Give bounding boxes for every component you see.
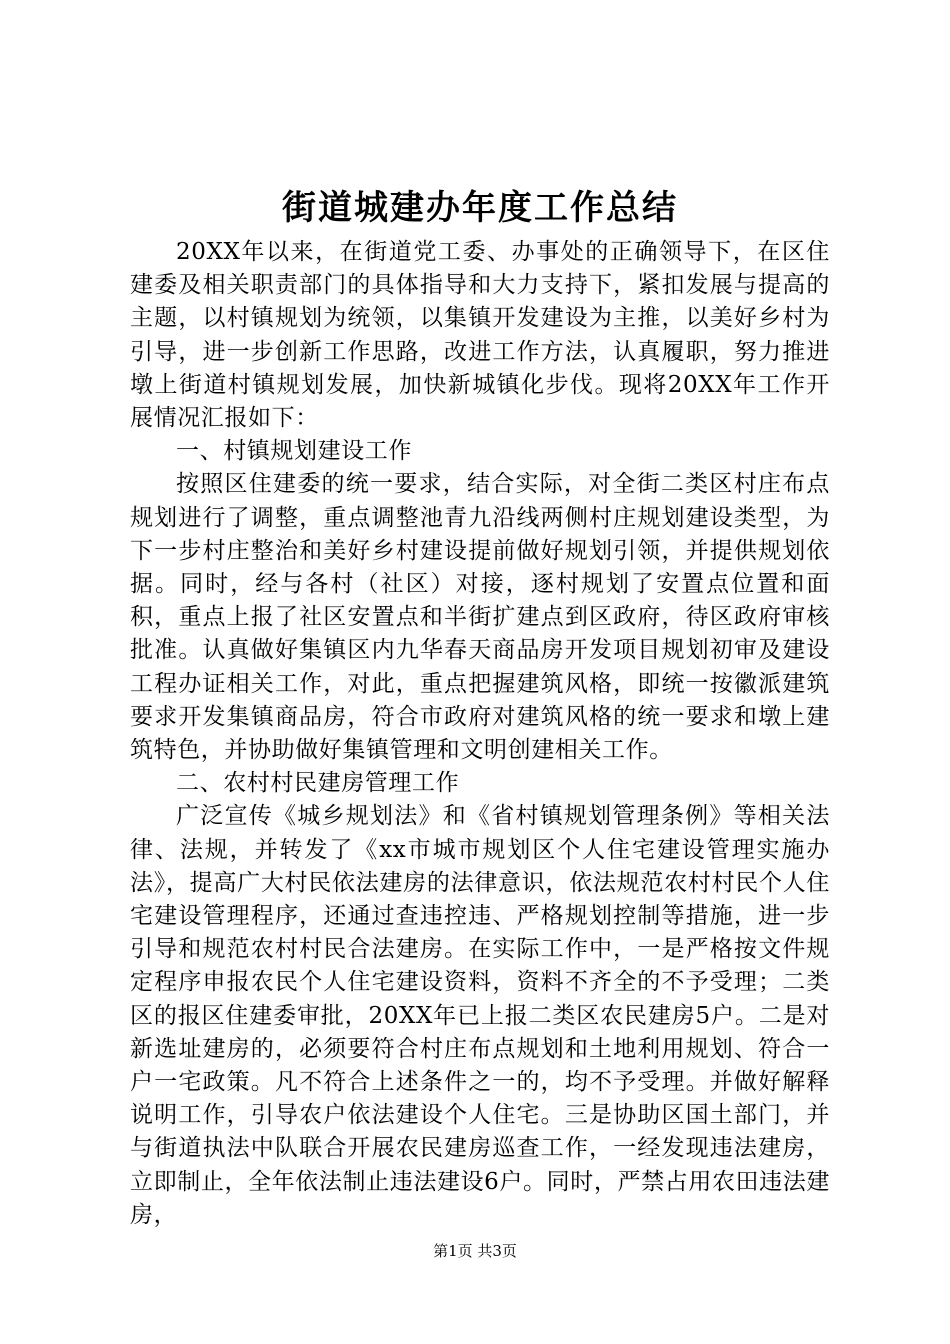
page-footer: 第1页 共3页 [433, 1242, 517, 1260]
section-heading-2: 二、农村村民建房管理工作 [176, 770, 460, 797]
document-body [130, 180, 830, 1232]
intro-paragraph: 20XX年以来，在街道党工委、办事处的正确领导下，在区住建委及相关职责部门的具体指导和大力支持下，紧扣发展与提高的主题，以村镇规划为统领，以集镇开发建设为主推，以美好乡村为引导，进一步创新工作思路，改进工作方法，认真履职，努力推进墩上街道村镇规划发展，加快新城镇化步伐。现将20XX年工作开展情况汇报如下： [130, 239, 830, 432]
section-heading-1: 一、村镇规划建设工作 [176, 438, 412, 465]
section-2-paragraph: 广泛宣传《城乡规划法》和《省村镇规划管理条例》等相关法律、法规，并转发了《xx市城市规划区个人住宅建设管理实施办法》，提高广大村民依法建房的法律意识，依法规范农村村民个人住宅建设管理程序，还通过查违控违、严格规划控制等措施，进一步引导和规范农村村民合法建房。在实际工作中，一是严格按文件规定程序申报农民个人住宅建设资料，资料不齐全的不予受理；二类区的报区住建委审批，20XX年已上报二类区农民建房5户。二是对新选址建房的，必须要符合村庄布点规划和土地利用规划、符合一户一宅政策。凡不符合上述条件之一的，均不予受理。并做好解释说明工作，引导农户依法建设个人住宅。三是协助区国土部门，并与街道执法中队联合开展农民建房巡查工作，一经发现违法建房，立即制止，全年依法制止违法建设6户。同时，严禁占用农田违法建房， [130, 803, 830, 1228]
section-1-paragraph: 按照区住建委的统一要求，结合实际，对全街二类区村庄布点规划进行了调整，重点调整池青九沿线两侧村庄规划建设类型，为下一步村庄整治和美好乡村建设提前做好规划引领，并提供规划依据。同时，经与各村（社区）对接，逐村规划了安置点位置和面积，重点上报了社区安置点和半街扩建点到区政府，待区政府审核批准。认真做好集镇区内九华春天商品房开发项目规划初审及建设工程办证相关工作，对此，重点把握建筑风格，即统一按徽派建筑要求开发集镇商品房，符合市政府对建筑风格的统一要求和墩上建筑特色，并协助做好集镇管理和文明创建相关工作。 [130, 471, 830, 764]
document-title: 街道城建办年度工作总结 [282, 188, 678, 228]
